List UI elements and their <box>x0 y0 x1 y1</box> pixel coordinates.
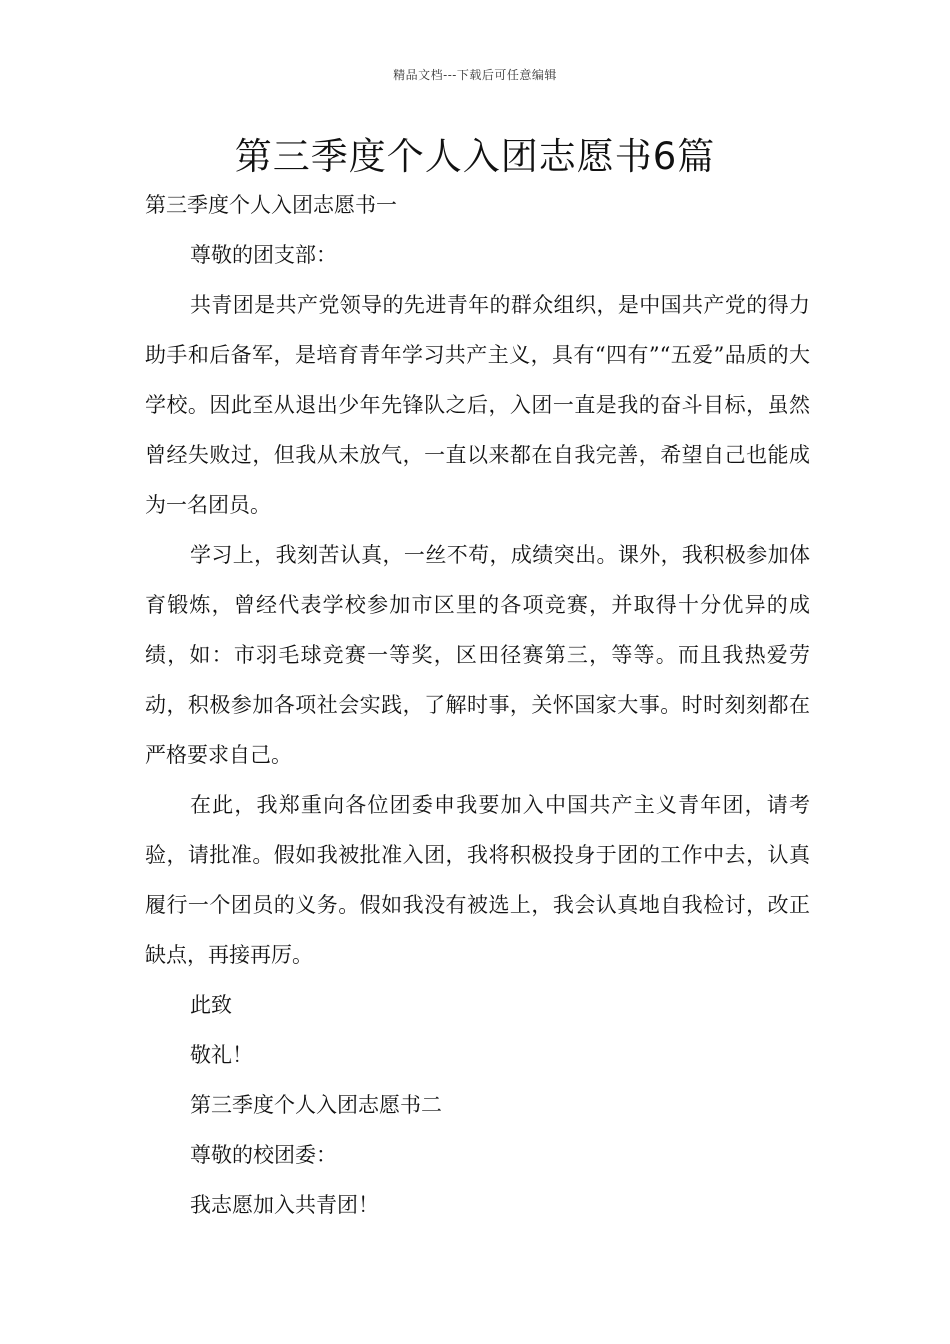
paragraph: 第三季度个人入团志愿书二 <box>190 1093 442 1117</box>
document-title: 第三季度个人入团志愿书6篇 <box>234 135 716 178</box>
paragraph: 尊敬的校团委： <box>190 1143 337 1167</box>
paragraph: 尊敬的团支部： <box>190 243 337 267</box>
paragraph: 敬礼！ <box>190 1043 253 1067</box>
document-body <box>145 180 810 1230</box>
paragraph: 第三季度个人入团志愿书一 <box>145 193 397 217</box>
header-note: 精品文档---下载后可任意编辑 <box>393 68 557 82</box>
paragraph: 此致 <box>190 993 232 1017</box>
paragraph: 在此，我郑重向各位团委申我要加入中国共产主义青年团，请考验，请批准。假如我被批准入团，我将积极投身于团的工作中去，认真履行一个团员的义务。假如我没有被选上，我会认真地自我检讨，改正缺点，再接再厉。 <box>145 793 810 967</box>
paragraph: 我志愿加入共青团！ <box>190 1193 379 1217</box>
paragraph: 学习上，我刻苦认真，一丝不苟，成绩突出。课外，我积极参加体育锻炼，曾经代表学校参加市区里的各项竞赛，并取得十分优异的成绩，如：市羽毛球竞赛一等奖，区田径赛第三，等等。而且我热爱劳动，积极参加各项社会实践，了解时事，关怀国家大事。时时刻刻都在严格要求自己。 <box>145 543 810 767</box>
paragraph: 共青团是共产党领导的先进青年的群众组织，是中国共产党的得力助手和后备军，是培育青年学习共产主义，具有“四有”“五爱”品质的大学校。因此至从退出少年先锋队之后，入团一直是我的奋斗目标，虽然曾经失败过，但我从未放气，一直以来都在自我完善，希望自己也能成为一名团员。 <box>145 293 810 517</box>
